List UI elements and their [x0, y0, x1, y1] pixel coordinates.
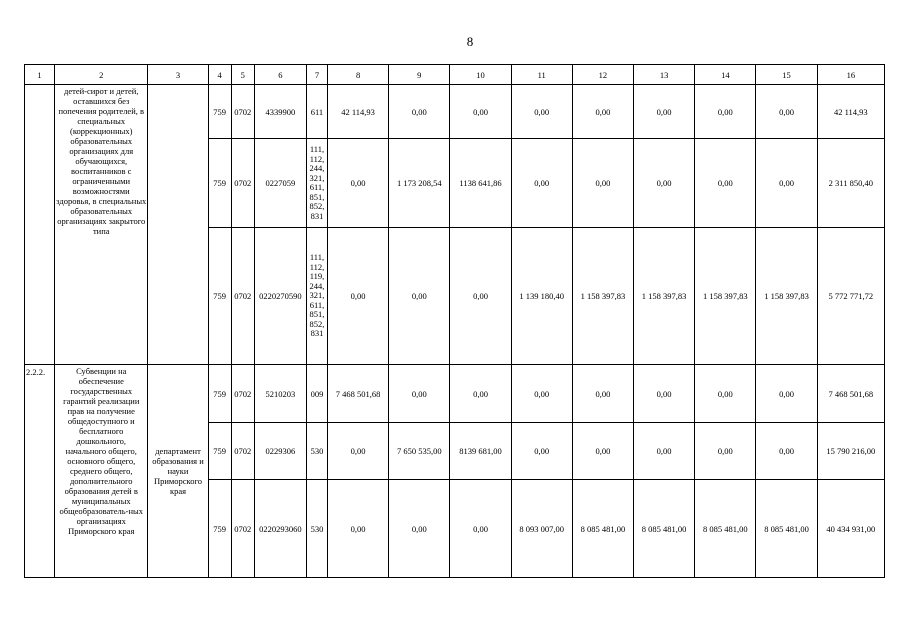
cell-amount: 8 085 481,00 — [695, 480, 756, 578]
cell-total: 42 114,93 — [817, 85, 884, 139]
cell-amount: 0,00 — [756, 365, 817, 423]
header-cell: 4 — [208, 65, 231, 85]
cell-amount: 8 085 481,00 — [634, 480, 695, 578]
cell-amount: 0,00 — [695, 139, 756, 228]
cell-amount: 0,00 — [328, 480, 389, 578]
header-cell: 12 — [572, 65, 633, 85]
cell-total: 7 468 501,68 — [817, 365, 884, 423]
header-cell: 6 — [254, 65, 306, 85]
cell-amount: 0,00 — [695, 365, 756, 423]
cell-amount: 7 468 501,68 — [328, 365, 389, 423]
cell-amount: 8139 681,00 — [450, 423, 511, 480]
cell-amount: 0,00 — [450, 365, 511, 423]
cell-amount: 8 085 481,00 — [572, 480, 633, 578]
cell-section: 0702 — [231, 423, 254, 480]
cell-section: 0702 — [231, 85, 254, 139]
cell-target-article: 0220270590 — [254, 228, 306, 365]
table-row — [25, 85, 885, 139]
cell-amount: 0,00 — [328, 228, 389, 365]
cell-target-article: 0227059 — [254, 139, 306, 228]
cell-amount: 0,00 — [389, 365, 450, 423]
cell-amount: 8 085 481,00 — [756, 480, 817, 578]
cell-amount: 0,00 — [511, 423, 572, 480]
cell-amount: 0,00 — [511, 139, 572, 228]
cell-expense-type: 530 — [306, 423, 327, 480]
cell-amount: 0,00 — [450, 228, 511, 365]
cell-grbs: 759 — [208, 228, 231, 365]
cell-amount: 42 114,93 — [328, 85, 389, 139]
cell-amount: 0,00 — [389, 480, 450, 578]
cell-expense-type: 530 — [306, 480, 327, 578]
header-cell: 11 — [511, 65, 572, 85]
measure-name: Субвенции на обеспечение государственных гарантий реализации прав на получение общедоступного и бесплатного дошкольного, начального общего, основного общего, среднего общего, дополнительного образования детей в муниципальных общеобразователь-ных организациях Приморского края — [55, 365, 148, 578]
cell-amount: 0,00 — [450, 85, 511, 139]
cell-amount: 0,00 — [450, 480, 511, 578]
cell-amount: 1 139 180,40 — [511, 228, 572, 365]
cell-expense-type: 611 — [306, 85, 327, 139]
cell-amount: 0,00 — [634, 85, 695, 139]
cell-amount: 0,00 — [389, 85, 450, 139]
cell-target-article: 5210203 — [254, 365, 306, 423]
header-cell: 2 — [55, 65, 148, 85]
cell-amount: 1 158 397,83 — [695, 228, 756, 365]
header-cell: 13 — [634, 65, 695, 85]
cell-amount: 0,00 — [511, 85, 572, 139]
row-number — [25, 85, 55, 365]
cell-grbs: 759 — [208, 85, 231, 139]
cell-amount: 0,00 — [756, 139, 817, 228]
cell-grbs: 759 — [208, 365, 231, 423]
header-cell: 8 — [328, 65, 389, 85]
cell-amount: 8 093 007,00 — [511, 480, 572, 578]
cell-amount: 0,00 — [756, 85, 817, 139]
cell-target-article: 0229306 — [254, 423, 306, 480]
cell-amount: 0,00 — [695, 85, 756, 139]
executor — [148, 85, 208, 365]
cell-expense-type: 111, 112, 244, 321, 611, 851, 852, 831 — [306, 139, 327, 228]
cell-grbs: 759 — [208, 423, 231, 480]
header-cell: 5 — [231, 65, 254, 85]
cell-amount: 0,00 — [634, 139, 695, 228]
cell-amount: 0,00 — [634, 365, 695, 423]
cell-amount: 1 158 397,83 — [756, 228, 817, 365]
cell-section: 0702 — [231, 139, 254, 228]
cell-amount: 0,00 — [572, 365, 633, 423]
cell-target-article: 4339900 — [254, 85, 306, 139]
cell-amount: 7 650 535,00 — [389, 423, 450, 480]
cell-total: 5 772 771,72 — [817, 228, 884, 365]
cell-section: 0702 — [231, 365, 254, 423]
table-row — [25, 365, 885, 423]
header-cell: 15 — [756, 65, 817, 85]
row-number: 2.2.2. — [25, 365, 55, 578]
header-cell: 16 — [817, 65, 884, 85]
cell-section: 0702 — [231, 228, 254, 365]
header-cell: 10 — [450, 65, 511, 85]
budget-table — [24, 64, 885, 578]
cell-amount: 0,00 — [328, 423, 389, 480]
cell-grbs: 759 — [208, 139, 231, 228]
cell-expense-type: 009 — [306, 365, 327, 423]
cell-amount: 0,00 — [511, 365, 572, 423]
header-row — [25, 65, 885, 85]
cell-expense-type: 111, 112, 119, 244, 321, 611, 851, 852, 831 — [306, 228, 327, 365]
cell-total: 2 311 850,40 — [817, 139, 884, 228]
cell-amount: 0,00 — [572, 139, 633, 228]
cell-section: 0702 — [231, 480, 254, 578]
header-cell: 7 — [306, 65, 327, 85]
executor: департамент образования и науки Приморского края — [148, 365, 208, 578]
cell-amount: 0,00 — [572, 423, 633, 480]
cell-amount: 0,00 — [572, 85, 633, 139]
cell-target-article: 0220293060 — [254, 480, 306, 578]
cell-amount: 1138 641,86 — [450, 139, 511, 228]
cell-grbs: 759 — [208, 480, 231, 578]
cell-amount: 0,00 — [634, 423, 695, 480]
cell-amount: 0,00 — [756, 423, 817, 480]
cell-amount: 0,00 — [328, 139, 389, 228]
header-cell: 9 — [389, 65, 450, 85]
header-cell: 14 — [695, 65, 756, 85]
cell-amount: 1 173 208,54 — [389, 139, 450, 228]
header-cell: 3 — [148, 65, 208, 85]
header-cell: 1 — [25, 65, 55, 85]
cell-total: 15 790 216,00 — [817, 423, 884, 480]
page-number: 8 — [466, 34, 474, 49]
cell-amount: 0,00 — [695, 423, 756, 480]
cell-amount: 1 158 397,83 — [572, 228, 633, 365]
cell-amount: 0,00 — [389, 228, 450, 365]
cell-amount: 1 158 397,83 — [634, 228, 695, 365]
cell-total: 40 434 931,00 — [817, 480, 884, 578]
measure-name: детей-сирот и детей, оставшихся без попечения родителей, в специальных (коррекционных) образовательных организациях для обучающихся, воспитанников с ограниченными возможностями здоровья, в специальных образовательных организациях закрытого типа — [55, 85, 148, 365]
